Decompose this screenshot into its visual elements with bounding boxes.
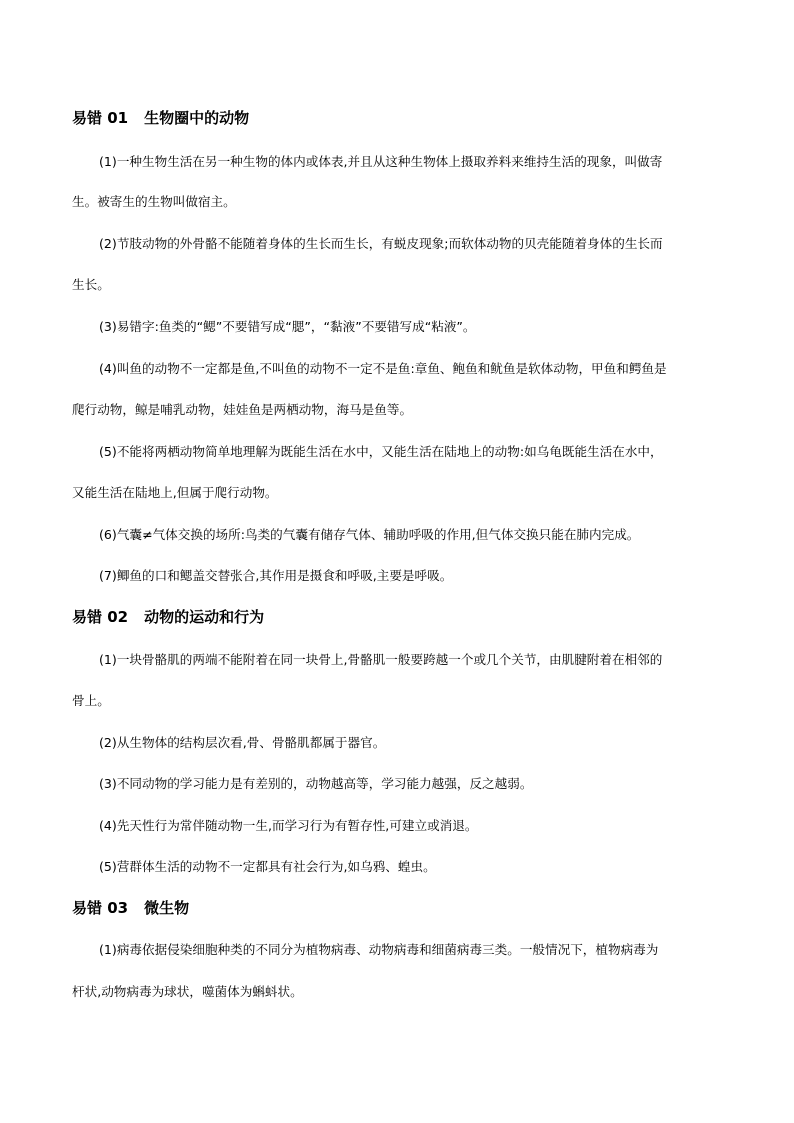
paragraph-line: (6)气囊≠气体交换的场所:鸟类的气囊有储存气体、辅助呼吸的作用,但气体交换只能在肺内完成。 xyxy=(99,527,640,542)
paragraph-line: (2)节肢动物的外骨骼不能随着身体的生长而生长，有蜕皮现象;而软体动物的贝壳能随着身体的生长而 xyxy=(99,236,663,251)
paragraph-line: (5)营群体生活的动物不一定都具有社会行为,如乌鸦、蝗虫。 xyxy=(99,859,436,874)
paragraph-line: (1)病毒依据侵染细胞种类的不同分为植物病毒、动物病毒和细菌病毒三类。一般情况下，植物病毒为 xyxy=(99,942,659,957)
section-number: 易错 03 xyxy=(72,899,129,917)
section-heading-3 xyxy=(72,898,189,918)
paragraph-line: (1)一种生物生活在另一种生物的体内或体表,并且从这种生物体上摄取养料来维持生活的现象，叫做寄 xyxy=(99,154,663,169)
paragraph-line: (4)叫鱼的动物不一定都是鱼,不叫鱼的动物不一定不是鱼:章鱼、鲍鱼和鱿鱼是软体动物，甲鱼和鳄鱼是 xyxy=(99,361,667,376)
paragraph-line: (7)鲫鱼的口和鳃盖交替张合,其作用是摄食和呼吸,主要是呼吸。 xyxy=(99,568,453,583)
paragraph-line: 又能生活在陆地上,但属于爬行动物。 xyxy=(72,485,278,500)
paragraph-line: 爬行动物，鲸是哺乳动物，娃娃鱼是两栖动物，海马是鱼等。 xyxy=(72,402,413,417)
section-title: 生物圈中的动物 xyxy=(144,109,250,127)
section-number: 易错 01 xyxy=(72,109,129,127)
paragraph-line: (4)先天性行为常伴随动物一生,而学习行为有暂存性,可建立或消退。 xyxy=(99,818,478,833)
paragraph-line: 生长。 xyxy=(72,277,110,292)
paragraph-line: (5)不能将两栖动物简单地理解为既能生活在水中，又能生活在陆地上的动物:如乌龟既能生活在水中， xyxy=(99,444,663,459)
section-number: 易错 02 xyxy=(72,608,129,626)
paragraph-line: 杆状,动物病毒为球状，噬菌体为蝌蚪状。 xyxy=(72,984,303,999)
paragraph-line: (2)从生物体的结构层次看,骨、骨骼肌都属于器官。 xyxy=(99,735,386,750)
section-title: 动物的运动和行为 xyxy=(144,608,265,626)
paragraph-line: (3)易错字:鱼类的“鳃”不要错写成“腮”，“黏液”不要错写成“粘液”。 xyxy=(99,319,476,334)
paragraph-line: 骨上。 xyxy=(72,693,110,708)
paragraph-line: (1)一块骨骼肌的两端不能附着在同一块骨上,骨骼肌一般要跨越一个或几个关节，由肌腱附着在相邻的 xyxy=(99,652,663,667)
section-heading-2 xyxy=(72,607,264,627)
section-title: 微生物 xyxy=(144,899,190,917)
section-heading-1 xyxy=(72,108,249,128)
paragraph-line: (3)不同动物的学习能力是有差别的，动物越高等，学习能力越强，反之越弱。 xyxy=(99,776,533,791)
paragraph-line: 生。被寄生的生物叫做宿主。 xyxy=(72,194,236,209)
